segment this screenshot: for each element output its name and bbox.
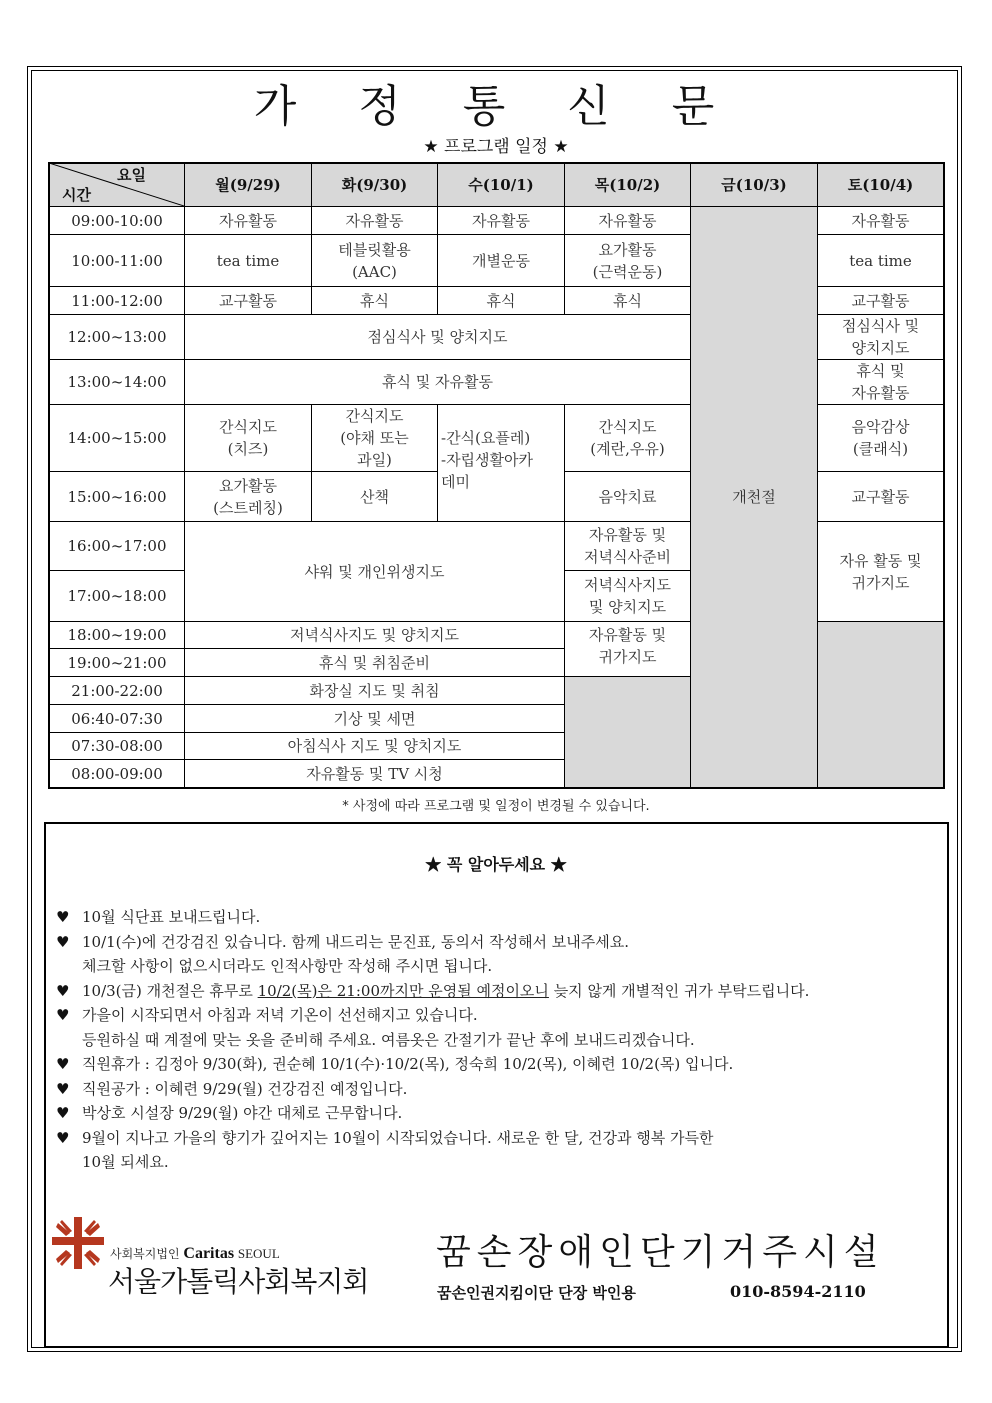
- schedule-cell: 점심식사 및 양치지도: [817, 314, 944, 360]
- schedule-cell-span: 자유활동 및 TV 시청: [184, 759, 565, 788]
- time-cell: 10:00-11:00: [49, 234, 185, 287]
- schedule-cell: 간식지도 (치즈): [184, 404, 312, 472]
- notice-heading: ★ 꼭 알아두세요 ★: [425, 855, 567, 874]
- time-cell: 19:00~21:00: [49, 648, 185, 677]
- notice-item: [56, 1101, 941, 1126]
- notice-text: 직원휴가 : 김정아 9/30(화), 권순혜 10/1(수)·10/2(목), 정숙희 10/2(목), 이혜련 10/2(목) 입니다.: [82, 1055, 734, 1073]
- notice-text: 9월이 지나고 가을의 향기가 깊어지는 10월이 시작되었습니다. 새로운 한 달, 건강과 행복 가득한 10월 되세요.: [82, 1128, 714, 1171]
- schedule-cell: 산책: [311, 471, 438, 522]
- time-cell: 11:00-12:00: [49, 286, 185, 315]
- schedule-cell-span: 휴식 및 자유활동: [184, 359, 691, 405]
- schedule-cell: 자유 활동 및 귀가지도: [817, 521, 944, 622]
- schedule-cell: 자유활동 및 저녁식사준비: [564, 521, 691, 571]
- schedule-cell: 교구활동: [817, 471, 944, 522]
- notice-item: [56, 1077, 941, 1102]
- time-cell: 07:30-08:00: [49, 732, 185, 760]
- notice-item: [56, 930, 941, 979]
- schedule-cell: -간식(요플레) -자립생활아카 데미: [437, 404, 565, 522]
- schedule-cell: 음악감상 (클래식): [817, 404, 944, 472]
- notice-text: 직원공가 : 이혜련 9/29(월) 건강검진 예정입니다.: [82, 1079, 408, 1098]
- facility-name: 꿈손장애인단기거주시설: [436, 1232, 885, 1273]
- caritas-logo-icon: [52, 1217, 104, 1269]
- schedule-cell-span: 아침식사 지도 및 양치지도: [184, 732, 565, 760]
- notice-item: [56, 1003, 941, 1052]
- notice-text-pre: 10/3(금) 개천절은 휴무로: [82, 981, 258, 1000]
- schedule-cell: 간식지도 (야채 또는 과일): [311, 404, 438, 472]
- schedule-cell-span: 점심식사 및 양치지도: [184, 314, 691, 360]
- notice-item: [56, 1052, 941, 1077]
- notice-text: 박상호 시설장 9/29(월) 야간 대체로 근무합니다.: [82, 1104, 403, 1122]
- time-cell: 09:00-10:00: [49, 206, 185, 235]
- org-city: SEOUL: [237, 1246, 280, 1261]
- schedule-cell: 교구활동: [184, 286, 312, 315]
- schedule-cell: 요가활동 (스트레칭): [184, 471, 312, 522]
- schedule-cell: 자유활동: [311, 206, 438, 235]
- heart-icon: ♥: [56, 1006, 70, 1024]
- schedule-cell: 테블릿활용 (AAC): [311, 234, 438, 287]
- schedule-cell-span: 기상 및 세면: [184, 704, 565, 733]
- time-cell: 12:00~13:00: [49, 314, 185, 360]
- schedule-cell: 저녁식사지도 및 양치지도: [564, 570, 691, 622]
- day-header-tue: 화(9/30): [311, 163, 438, 207]
- schedule-cell: 음악치료: [564, 471, 691, 522]
- holiday-cell: 개천절: [690, 206, 818, 788]
- notice-list: [56, 905, 941, 1175]
- schedule-cell-span: 화장실 지도 및 취침: [184, 676, 565, 705]
- heart-icon: ♥: [56, 1104, 70, 1122]
- schedule-cell: tea time: [817, 234, 944, 287]
- schedule-cell: 요가활동 (근력운동): [564, 234, 691, 287]
- schedule-cell-span: 휴식 및 취침준비: [184, 648, 565, 677]
- time-cell: 15:00~16:00: [49, 471, 185, 522]
- schedule-cell: 휴식: [564, 286, 691, 315]
- notice-text: [82, 979, 941, 1004]
- notice-text-post: 늦지 않게 개별적인 귀가 부탁드립니다.: [548, 981, 810, 1000]
- notice-item: [56, 979, 941, 1004]
- org-name: 서울가톨릭사회복지회: [108, 1265, 369, 1298]
- schedule-cell: 휴식 및 자유활동: [817, 359, 944, 405]
- schedule-cell: 자유활동: [437, 206, 565, 235]
- schedule-cell: tea time: [184, 234, 312, 287]
- heart-icon: ♥: [56, 981, 70, 1000]
- day-header-mon: 월(9/29): [184, 163, 312, 207]
- schedule-cell: 자유활동: [184, 206, 312, 235]
- page-title: 가 정 통 신 문: [253, 81, 739, 132]
- day-header-wed: 수(10/1): [437, 163, 565, 207]
- corner-label-time: 시간: [62, 186, 91, 204]
- notice-item: [56, 905, 941, 930]
- notice-text: 10월 식단표 보내드립니다.: [82, 908, 261, 926]
- org-small-label: 사회복지법인: [110, 1247, 180, 1261]
- schedule-cell: 개별운동: [437, 234, 565, 287]
- time-cell: 21:00-22:00: [49, 676, 185, 705]
- schedule-cell: 휴식: [437, 286, 565, 315]
- day-header-thu: 목(10/2): [564, 163, 691, 207]
- time-cell: 18:00~19:00: [49, 621, 185, 649]
- schedule-cell-span: 저녁식사지도 및 양치지도: [184, 621, 565, 649]
- time-cell: 16:00~17:00: [49, 521, 185, 571]
- heart-icon: ♥: [56, 1055, 70, 1073]
- empty-cell: [564, 676, 691, 788]
- schedule-cell: 자유활동: [817, 206, 944, 235]
- time-cell: 13:00~14:00: [49, 359, 185, 405]
- notice-text: 가을이 시작되면서 아침과 저녁 기온이 선선해지고 있습니다. 등원하실 때 계절에 맞는 옷을 준비해 주세요. 여름옷은 간절기가 끝난 후에 보내드리겠습니다.: [82, 1006, 695, 1049]
- heart-icon: ♥: [56, 932, 70, 951]
- day-header-fri: 금(10/3): [690, 163, 818, 207]
- schedule-cell: 교구활동: [817, 286, 944, 315]
- schedule-heading: ★ 프로그램 일정 ★: [423, 137, 569, 157]
- schedule-cell: 자유활동 및 귀가지도: [564, 621, 691, 677]
- time-cell: 17:00~18:00: [49, 570, 185, 622]
- corner-label-day: 요일: [117, 166, 146, 184]
- time-cell: 14:00~15:00: [49, 404, 185, 472]
- schedule-cell: 간식지도 (계란,우유): [564, 404, 691, 472]
- schedule-footnote: * 사정에 따라 프로그램 및 일정이 변경될 수 있습니다.: [342, 799, 650, 814]
- time-cell: 06:40-07:30: [49, 704, 185, 733]
- heart-icon: ♥: [56, 1128, 70, 1147]
- notice-text-underlined: 10/2(목)은 21:00까지만 운영될 예정이오니: [257, 981, 549, 1000]
- heart-icon: ♥: [56, 908, 70, 926]
- schedule-cell: 휴식: [311, 286, 438, 315]
- notice-text: 10/1(수)에 건강검진 있습니다. 함께 내드리는 문진표, 동의서 작성해서 보내주세요. 체크할 사항이 없으시더라도 인적사항만 작성해 주시면 됩니다.: [82, 932, 630, 975]
- org-brand: Caritas: [183, 1245, 235, 1262]
- contact-phone: 010-8594-2110: [730, 1282, 866, 1301]
- schedule-cell: 자유활동: [564, 206, 691, 235]
- contact-name: 꿈손인권지킴이단 단장 박인용: [437, 1284, 636, 1302]
- empty-cell: [817, 621, 944, 788]
- heart-icon: ♥: [56, 1079, 70, 1098]
- time-cell: 08:00-09:00: [49, 759, 185, 788]
- schedule-cell-span: 샤워 및 개인위생지도: [184, 521, 565, 622]
- notice-item: [56, 1126, 941, 1175]
- day-header-sat: 토(10/4): [817, 163, 944, 207]
